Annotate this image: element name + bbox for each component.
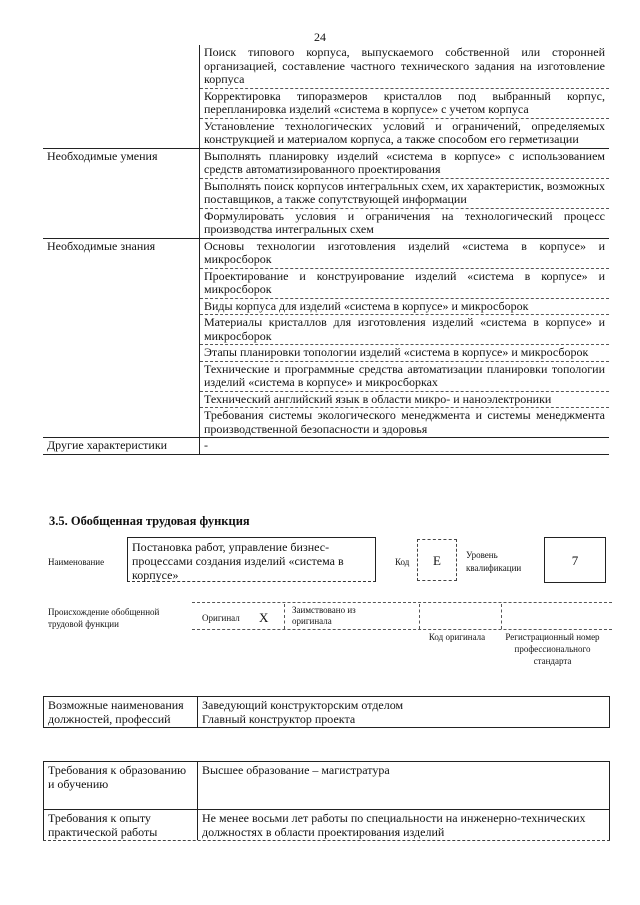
cell-text: Технические и программные средства автоматизации планировки топологии изделий «система в корпусе» и микросборках — [200, 361, 610, 391]
table-row — [44, 810, 610, 841]
cell-text: Проектирование и конструирование изделий «система в корпусе» и микросборок — [200, 268, 610, 298]
original-label: Оригинал — [202, 613, 240, 623]
borrowed-label: Заимствовано из оригинала — [292, 605, 356, 626]
divider — [43, 840, 610, 841]
divider — [501, 604, 502, 629]
cell-text: Не менее восьми лет работы по специальности на инженерно-технических должностях в области проектирования изделий — [202, 811, 586, 839]
cell-text: Этапы планировки топологии изделий «система в корпусе» и микросборок — [200, 345, 610, 362]
divider — [284, 604, 285, 629]
table-row — [44, 762, 610, 810]
level-label: Уровень квалификации — [466, 550, 522, 573]
row-label-skills: Необходимые умения — [43, 148, 200, 238]
row-label-other: Другие характеристики — [43, 438, 200, 455]
row-label-knowledge: Необходимые знания — [43, 238, 200, 438]
function-name-value: Постановка работ, управление бизнес-процессами создания изделий «система в корпусе» — [127, 537, 376, 582]
level-value: 7 — [544, 537, 606, 583]
caption-registration: Регистрационный номер профессионального стандарта — [505, 632, 600, 666]
position-item: Главный конструктор проекта — [202, 712, 356, 726]
table-row — [44, 697, 610, 728]
table-row — [43, 88, 609, 118]
row-label-education: Требования к образованию и обучению — [44, 762, 198, 810]
cell-text: Поиск типового корпуса, выпускаемого собственной или сторонней организацией, составление частного технического задания на изготовление корпуса — [200, 45, 610, 88]
table-row — [43, 45, 609, 88]
requirements-table-2 — [43, 761, 610, 840]
table-row — [43, 118, 609, 148]
cell-text: Выполнять поиск корпусов интегральных схем, их характеристик, возможных поставщиков, а также сопутствующей информации — [200, 178, 610, 208]
section-title: 3.5. Обобщенная трудовая функция — [49, 514, 250, 528]
code-label: Код — [395, 557, 410, 567]
table-row — [43, 438, 609, 455]
cell-text: Материалы кристаллов для изготовления изделий «система в корпусе» и микросборок — [200, 315, 610, 345]
row-label-positions: Возможные наименования должностей, профессий — [44, 697, 198, 728]
cell-text: Требования системы экологического менеджмента и системы менеджмента производственной безопасности и здоровья — [200, 408, 610, 438]
cell-text: Технический английский язык в области микро- и наноэлектроники — [200, 391, 610, 408]
cell-text: Высшее образование – магистратура — [198, 762, 610, 810]
table-row — [43, 148, 609, 178]
position-item: Заведующий конструкторским отделом — [202, 698, 404, 712]
origin-box — [192, 602, 612, 630]
cell-text: - — [200, 438, 610, 455]
cell-text: Установление технологических условий и ограничений, определяемых конструкцией и материалом корпуса, а также способом его герметизации — [200, 118, 610, 148]
code-value: E — [417, 539, 457, 581]
origin-label: Происхождение обобщенной трудовой функции — [48, 607, 160, 629]
cell-text: Формулировать условия и ограничения на технологический процесс производства интегральных схем — [200, 208, 610, 238]
table-row — [43, 238, 609, 268]
cell-text: Виды корпуса для изделий «система в корпусе» и микросборок — [200, 298, 610, 315]
original-mark: X — [259, 610, 269, 625]
cell-text: Выполнять планировку изделий «система в корпусе» с использованием средств автоматизированного проектирования — [200, 148, 610, 178]
positions-table — [43, 696, 610, 728]
row-label-experience: Требования к опыту практической работы — [44, 810, 198, 841]
divider — [419, 604, 420, 629]
caption-code: Код оригинала — [428, 632, 486, 642]
cell-text: Основы технологии изготовления изделий «система в корпусе» и микросборок — [200, 238, 610, 268]
requirements-table — [43, 45, 609, 455]
name-label: Наименование — [48, 557, 105, 567]
page-number: 24 — [314, 30, 326, 44]
cell-text: Корректировка типоразмеров кристаллов под выбранный корпус, перепланировка изделий «система в корпусе» с учетом корпуса — [200, 88, 610, 118]
